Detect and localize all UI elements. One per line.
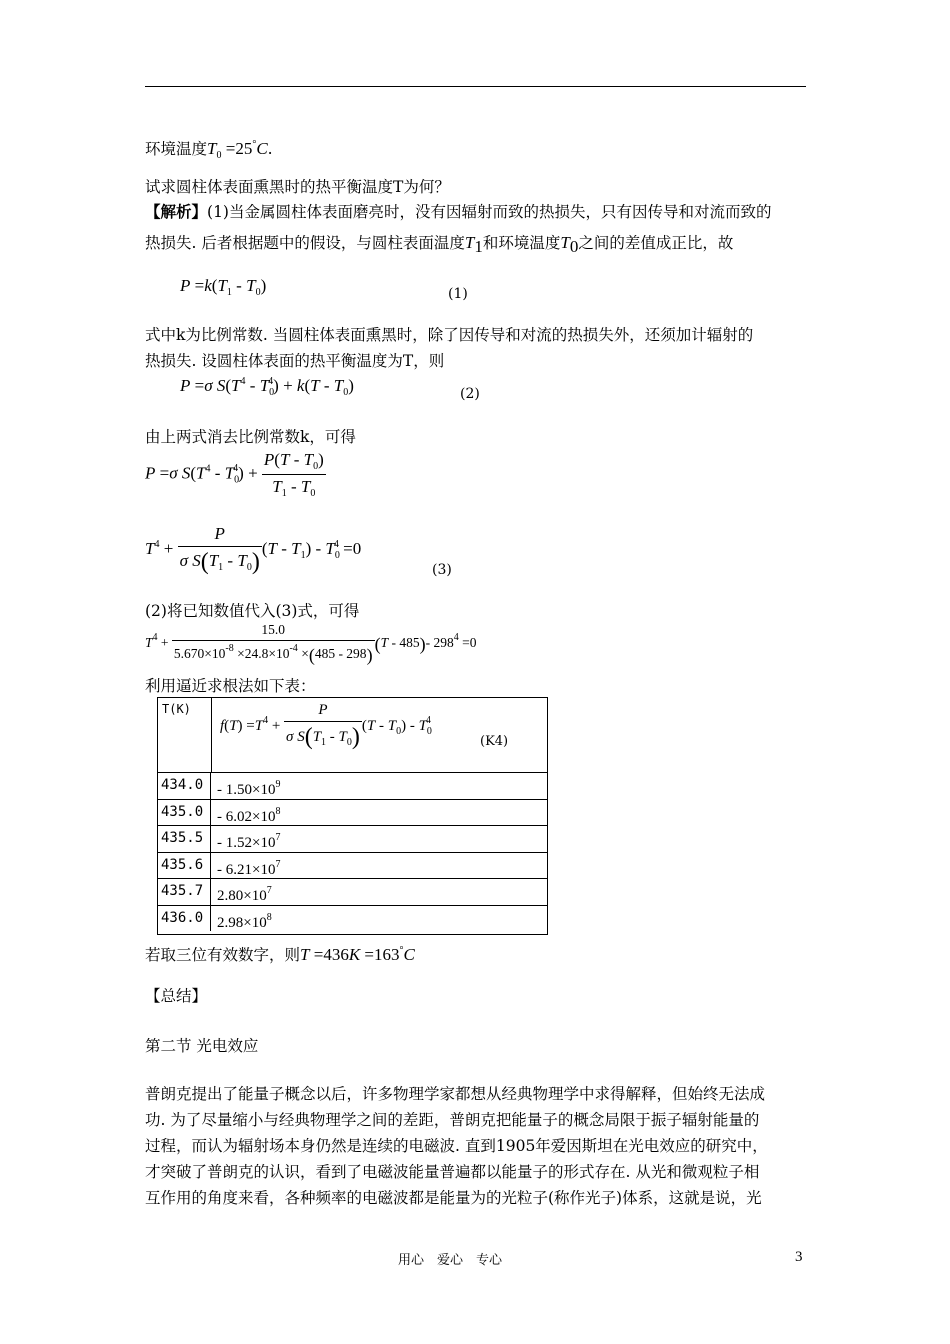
table-header-t: T(K) (158, 698, 212, 772)
value-mantissa: - 6.02 (217, 808, 252, 825)
table-row (158, 799, 547, 826)
value-exponent: 7 (275, 858, 281, 870)
env-temp-line: 环境温度$T_0 =25^\circ C$. (145, 139, 273, 161)
para-2-line-2: 热损失. 设圆柱体表面的热平衡温度为T，则 (145, 352, 445, 370)
value-mantissa: 2.98 (217, 914, 244, 931)
value-exponent: 7 (266, 885, 272, 896)
equation-combined: P =σ $S(T^4 - T_0^4)$ + $\frac{P(T - T_0)}{T_1 - T_0}$ (145, 450, 324, 499)
equation-4: $T^4$ + $\frac{15.0}{5.670\times 10^{-8} \times 24.8\times 10^{-4} \times(485 - 298)}$ (T - 485)- $298^4 =0$ (145, 622, 477, 665)
value-exponent: 8 (266, 911, 272, 923)
value-exponent: 8 (275, 805, 281, 817)
table-cell-value: $2.98\times 10^8$ (217, 911, 272, 931)
page-number: 3 (795, 1249, 803, 1265)
table-cell-value: $2.80\times 10^7$ (217, 885, 272, 904)
table-cell-t: 435.5 (158, 826, 211, 852)
value-mantissa: - 6.21 (217, 861, 252, 878)
analysis-label: 【解析】 (145, 202, 208, 221)
equation-1: $P =k(T_1 - T_0)$ (180, 276, 267, 298)
body-line-2: 功. 为了尽量缩小与经典物理学之间的差距，普朗克把能量子的概念局限于振子辐射能量的 (145, 1111, 760, 1129)
table-formula-tag: (K4) (480, 734, 509, 749)
table-cell-t: 436.0 (158, 906, 211, 932)
table-header-formula: $f(T) =T^4$ + $\frac{P}{\sigma S(T_1 - T_0)}$ $(T - T_0) - T_0^4$ (220, 702, 432, 750)
body-line-3: 过程，而认为辐射场本身仍然是连续的电磁波. 直到1905年爱因斯坦在光电效应的研究中， (145, 1137, 768, 1155)
analysis-line-2: 热损失. 后者根据题中的假设，与圆柱表面温度$T_1$和环境温度$T_0$之间的差值成正比，故 (145, 233, 734, 256)
value-exponent: 9 (275, 779, 281, 790)
value-mantissa: 2.80 (217, 888, 244, 904)
table-row (158, 852, 547, 879)
equation-3-number: (3) (432, 562, 452, 578)
equation-1-number: (1) (448, 286, 468, 302)
body-line-1: 普朗克提出了能量子概念以后，许多物理学家都想从经典物理学中求得解释，但始终无法成 (145, 1085, 766, 1103)
body-line-5: 互作用的角度来看，各种频率的电磁波都是能量为的光粒子(称作光子)体系，这就是说，光 (145, 1189, 762, 1207)
question-line: 试求圆柱体表面熏黑时的热平衡温度T为何？ (145, 178, 450, 196)
table-row (158, 772, 547, 799)
value-exponent: 7 (275, 832, 281, 843)
body-line-4: 才突破了普朗克的认识，看到了电磁波能量普遍都以能量子的形式存在. 从光和微观粒子相 (145, 1163, 760, 1181)
table-row (158, 878, 547, 905)
table-row (158, 905, 547, 932)
header-rule (145, 86, 806, 87)
table-cell-value: - $6.02\times 10^8$ (217, 805, 281, 825)
table-cell-t: 435.0 (158, 800, 211, 826)
value-mantissa: - 1.52 (217, 835, 252, 851)
table-cell-t: 435.7 (158, 879, 211, 905)
para-2-line-1: 式中k为比例常数. 当圆柱体表面熏黑时，除了因传导和对流的热损失外，还须加计辐射的 (145, 326, 754, 344)
summary-label: 【总结】 (145, 987, 208, 1005)
table-cell-value: - $1.52\times 10^7$ (217, 832, 281, 851)
para-5: 利用逼近求根法如下表： (145, 677, 316, 695)
footer-text: 用心 爱心 专心 (398, 1253, 503, 1268)
env-temp-label: 环境温度 (145, 140, 208, 158)
analysis-line-1: 【解析】(1)当金属圆柱体表面磨亮时，没有因辐射而致的热损失，只有因传导和对流而致的 (145, 202, 772, 221)
table-row (158, 825, 547, 852)
equation-2-number: (2) (460, 386, 480, 402)
table-cell-value: - $6.21\times 10^7$ (217, 858, 281, 878)
approximation-table (157, 697, 548, 935)
section-title: 第二节 光电效应 (145, 1037, 259, 1055)
table-cell-t: 435.6 (158, 853, 211, 879)
equation-2: P =σ $S(T^4 - T_0^4) + k(T - T_0)$ (180, 376, 354, 398)
para-3: 由上两式消去比例常数k，可得 (145, 428, 356, 446)
table-cell-t: 434.0 (158, 773, 211, 799)
table-cell-value: - $1.50\times 10^9$ (217, 779, 281, 798)
value-mantissa: - 1.50 (217, 782, 252, 798)
para-4: (2)将已知数值代入(3)式，可得 (145, 602, 360, 620)
result-line: 若取三位有效数字，则T =436K =163°C (145, 945, 415, 964)
equation-3: $T^4$ + $\frac{P}{\sigma S(T_1 - T_0)}$ $(T - T_1) - T_0^4 =0$ (145, 524, 362, 575)
